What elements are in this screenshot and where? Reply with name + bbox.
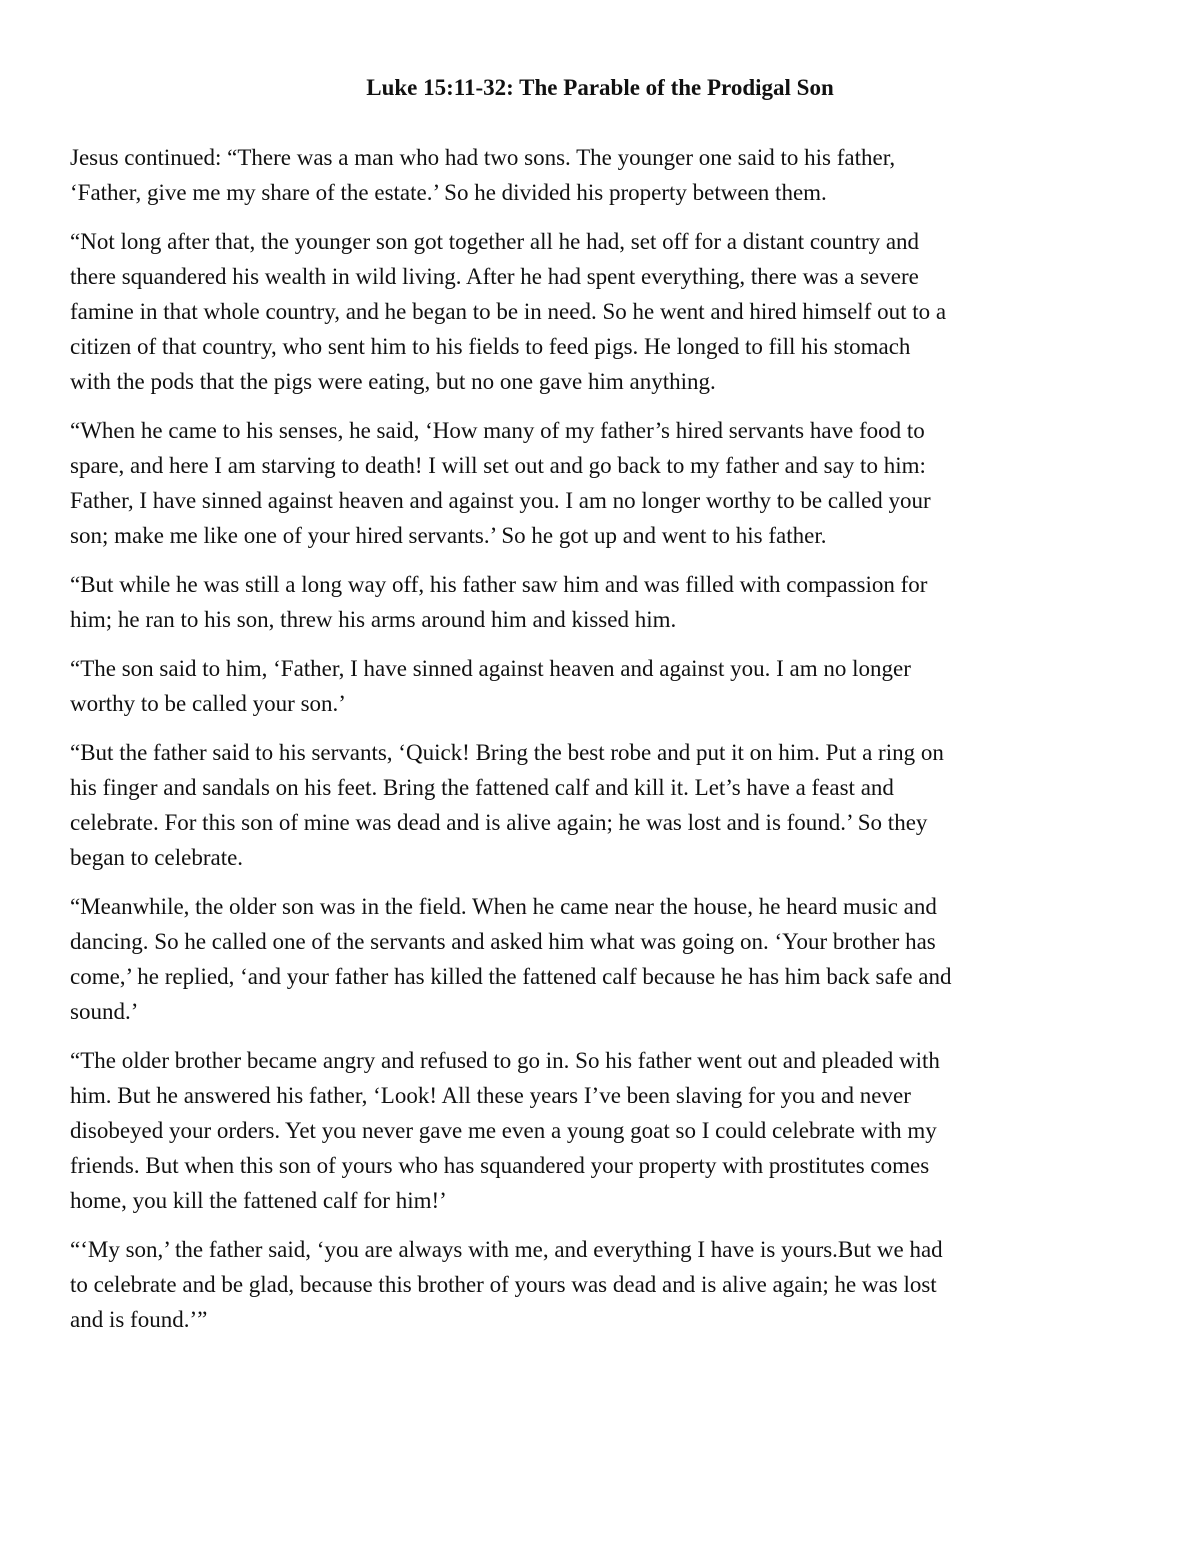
paragraph xyxy=(70,889,1150,1029)
paragraph xyxy=(70,735,1150,875)
text-line: “But while he was still a long way off, his father saw him and was filled with compassion for xyxy=(70,572,928,597)
paragraph xyxy=(70,567,1150,637)
text-line: “But the father said to his servants, ‘Quick! Bring the best robe and put it on him. Put a ring on xyxy=(70,740,944,765)
text-line: Father, I have sinned against heaven and against you. I am no longer worthy to be called your xyxy=(70,488,931,513)
text-line: ‘Father, give me my share of the estate.’ So he divided his property between them. xyxy=(70,180,827,205)
text-line: citizen of that country, who sent him to his fields to feed pigs. He longed to fill his stomach xyxy=(70,334,911,359)
text-line: began to celebrate. xyxy=(70,845,244,870)
text-line: disobeyed your orders. Yet you never gave me even a young goat so I could celebrate with my xyxy=(70,1118,937,1143)
text-line: and is found.’” xyxy=(70,1307,208,1332)
text-line: there squandered his wealth in wild living. After he had spent everything, there was a severe xyxy=(70,264,919,289)
text-line: him; he ran to his son, threw his arms around him and kissed him. xyxy=(70,607,677,632)
paragraph xyxy=(70,1232,1150,1337)
paragraph xyxy=(70,140,1150,210)
text-line: “Not long after that, the younger son got together all he had, set off for a distant country and xyxy=(70,229,920,254)
text-line: celebrate. For this son of mine was dead and is alive again; he was lost and is found.’ So they xyxy=(70,810,928,835)
text-line: “When he came to his senses, he said, ‘How many of my father’s hired servants have food to xyxy=(70,418,925,443)
text-line: “The older brother became angry and refused to go in. So his father went out and pleaded with xyxy=(70,1048,940,1073)
text-line: with the pods that the pigs were eating, but no one gave him anything. xyxy=(70,369,716,394)
text-line: him. But he answered his father, ‘Look! All these years I’ve been slaving for you and never xyxy=(70,1083,911,1108)
text-line: spare, and here I am starving to death! I will set out and go back to my father and say to him: xyxy=(70,453,926,478)
text-line: worthy to be called your son.’ xyxy=(70,691,346,716)
document-body xyxy=(70,140,1150,1351)
text-line: his finger and sandals on his feet. Bring the fattened calf and kill it. Let’s have a feast and xyxy=(70,775,894,800)
paragraph xyxy=(70,224,1150,399)
text-line: famine in that whole country, and he began to be in need. So he went and hired himself out to a xyxy=(70,299,947,324)
text-line: dancing. So he called one of the servants and asked him what was going on. ‘Your brother has xyxy=(70,929,936,954)
text-line: “‘My son,’ the father said, ‘you are always with me, and everything I have is yours.But we had xyxy=(70,1237,943,1262)
text-line: come,’ he replied, ‘and your father has killed the fattened calf because he has him back safe and xyxy=(70,964,952,989)
document-title: Luke 15:11-32: The Parable of the Prodigal Son xyxy=(366,75,834,100)
text-line: Jesus continued: “There was a man who had two sons. The younger one said to his father, xyxy=(70,145,896,170)
text-line: “Meanwhile, the older son was in the field. When he came near the house, he heard music and xyxy=(70,894,937,919)
text-line: son; make me like one of your hired servants.’ So he got up and went to his father. xyxy=(70,523,827,548)
text-line: “The son said to him, ‘Father, I have sinned against heaven and against you. I am no longer xyxy=(70,656,911,681)
paragraph xyxy=(70,1043,1150,1218)
paragraph xyxy=(70,413,1150,553)
text-line: friends. But when this son of yours who has squandered your property with prostitutes comes xyxy=(70,1153,930,1178)
text-line: sound.’ xyxy=(70,999,139,1024)
text-line: home, you kill the fattened calf for him!’ xyxy=(70,1188,447,1213)
text-line: to celebrate and be glad, because this brother of yours was dead and is alive again; he was lost xyxy=(70,1272,937,1297)
paragraph xyxy=(70,651,1150,721)
